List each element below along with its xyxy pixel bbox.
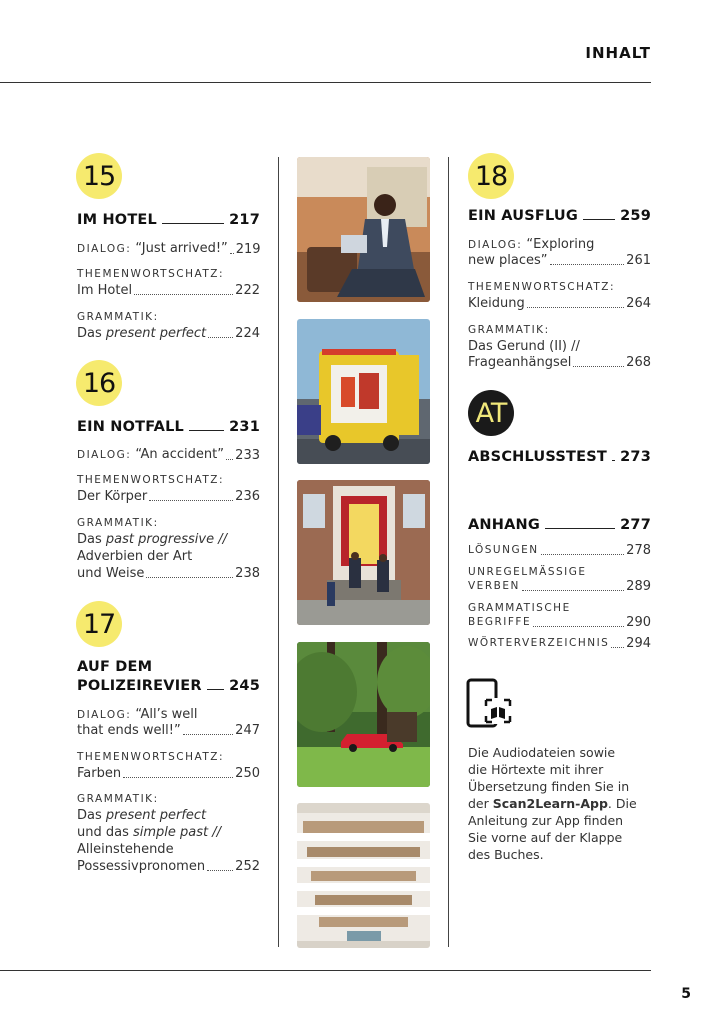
grammar-text: Possessivpronomen xyxy=(77,859,206,874)
vocab-title: Im Hotel xyxy=(77,283,133,298)
app-note-line: Sie vorne auf der Klappe xyxy=(468,830,623,845)
appendix-item-label-2: VERBEN xyxy=(468,580,520,592)
vocab-label: THEMENWORTSCHATZ: xyxy=(77,268,224,280)
grammar-text: Das xyxy=(77,808,106,823)
scan2learn-app-name: Scan2Learn-App xyxy=(492,796,608,811)
grammar-text-italic: simple past // xyxy=(133,825,222,840)
dialog-page: 233 xyxy=(235,448,260,463)
appendix-title-entry[interactable] xyxy=(468,517,651,533)
vocab-title: Farben xyxy=(77,766,122,781)
vocab-title: Der Körper xyxy=(77,489,148,504)
dialog-page: 261 xyxy=(626,253,651,268)
unit-18-page: 259 xyxy=(620,208,651,224)
park-red-car-photo xyxy=(297,642,430,787)
app-note xyxy=(468,744,658,863)
vocab-page: 222 xyxy=(235,283,260,298)
unit-16-page: 231 xyxy=(229,419,260,435)
unit-17-title-2: POLIZEIREVIER xyxy=(77,678,202,694)
grammar-text: Das xyxy=(77,326,106,341)
unit-17-title-entry[interactable] xyxy=(77,678,260,694)
final-test-badge: AT xyxy=(468,390,514,436)
grammar-label: GRAMMATIK: xyxy=(77,311,159,323)
appendix-item-loesungen[interactable] xyxy=(468,542,651,559)
app-note-line: Übersetzung finden Sie in xyxy=(468,779,630,794)
app-note-line: die Hörtexte mit ihrer xyxy=(468,762,604,777)
dialog-label: DIALOG: xyxy=(77,709,132,721)
unit-17-grammar-entry[interactable] xyxy=(77,858,260,875)
vocab-page: 264 xyxy=(626,296,651,311)
unit-18-vocab-entry[interactable] xyxy=(468,295,651,312)
grammar-line-3: Alleinstehende xyxy=(77,842,174,857)
dialog-title: “An accident” xyxy=(135,447,224,462)
unit-15-title: IM HOTEL xyxy=(77,212,157,228)
dialog-label: DIALOG: xyxy=(77,449,132,461)
unit-16-title: EIN NOTFALL xyxy=(77,419,184,435)
dialog-page: 219 xyxy=(235,242,261,257)
appendix-item-verben[interactable] xyxy=(468,578,651,595)
grammar-page: 252 xyxy=(235,859,260,874)
appendix-item-page: 278 xyxy=(626,543,651,558)
library-interior-photo xyxy=(297,803,430,948)
appendix-item-woerterverzeichnis[interactable] xyxy=(468,635,651,652)
unit-17-number-badge: 17 xyxy=(76,601,122,647)
grammar-page: 238 xyxy=(235,566,260,581)
unit-15-number-badge: 15 xyxy=(76,153,122,199)
unit-17-vocab-entry[interactable] xyxy=(77,765,260,782)
dialog-label: DIALOG: xyxy=(468,239,523,251)
unit-15-title-entry[interactable] xyxy=(77,212,260,228)
dialog-title: “All’s well xyxy=(135,707,198,722)
vocab-page: 250 xyxy=(235,766,260,781)
vocab-label: THEMENWORTSCHATZ: xyxy=(77,751,224,763)
grammar-line-1 xyxy=(77,807,206,824)
grammar-text-italic: present perfect xyxy=(105,808,207,823)
unit-16-number-badge: 16 xyxy=(76,360,122,406)
grammar-label: GRAMMATIK: xyxy=(77,793,159,805)
final-test-page: 273 xyxy=(620,449,651,465)
unit-17-title-line-1 xyxy=(77,659,260,675)
unit-17-title: AUF DEM xyxy=(77,659,153,675)
unit-17-dialog-entry[interactable] xyxy=(77,722,260,739)
grammar-label: GRAMMATIK: xyxy=(468,324,550,336)
grammar-line-2: Adverbien der Art xyxy=(77,549,193,564)
appendix-page: 277 xyxy=(620,517,651,533)
grammar-text: und Weise xyxy=(77,566,145,581)
dialog-title-2: new places” xyxy=(468,253,548,268)
vocab-label: THEMENWORTSCHATZ: xyxy=(468,281,615,293)
scan-app-phone-icon xyxy=(466,678,514,728)
appendix-item-label: GRAMMATISCHE xyxy=(468,602,571,614)
app-note-line: Die Audiodateien sowie xyxy=(468,745,616,760)
appendix-item-label: WÖRTERVERZEICHNIS xyxy=(468,637,610,649)
final-test-title: ABSCHLUSSTEST xyxy=(468,449,607,465)
final-test-entry[interactable] xyxy=(468,449,651,465)
app-note-line: des Buches. xyxy=(468,847,544,862)
grammar-line-1: Das Gerund (II) // xyxy=(468,339,580,354)
unit-16-title-entry[interactable] xyxy=(77,419,260,435)
unit-16-grammar-entry[interactable] xyxy=(77,565,260,582)
grammar-text: Frageanhängsel xyxy=(468,355,572,370)
dialog-title-2: that ends well!” xyxy=(77,723,181,738)
unit-15-vocab-entry[interactable] xyxy=(77,282,260,299)
dialog-title: “Exploring xyxy=(526,237,595,252)
dialog-label: DIALOG: xyxy=(77,243,132,255)
ambulance-photo xyxy=(297,319,430,464)
unit-18-title: EIN AUSFLUG xyxy=(468,208,578,224)
grammar-line-1 xyxy=(77,531,227,548)
unit-16-vocab-entry[interactable] xyxy=(77,488,260,505)
unit-16-dialog-entry[interactable] xyxy=(77,446,260,464)
unit-15-dialog-entry[interactable] xyxy=(77,240,260,258)
column-divider-right xyxy=(448,157,449,947)
unit-18-title-entry[interactable] xyxy=(468,208,651,224)
grammar-page: 268 xyxy=(626,355,651,370)
app-note-text: . Die xyxy=(607,796,637,811)
unit-18-dialog-entry[interactable] xyxy=(468,252,651,269)
footer-rule xyxy=(0,970,651,971)
appendix-item-page: 294 xyxy=(626,636,651,651)
unit-15-grammar-entry[interactable] xyxy=(77,325,260,342)
grammar-label: GRAMMATIK: xyxy=(77,517,159,529)
appendix-item-page: 290 xyxy=(626,615,651,630)
column-divider-left xyxy=(278,157,279,947)
grammar-text: Das xyxy=(77,532,106,547)
grammar-line-2 xyxy=(77,824,221,841)
vocab-title: Kleidung xyxy=(468,296,525,311)
appendix-item-label: LÖSUNGEN xyxy=(468,544,539,556)
hotel-lobby-photo xyxy=(297,157,430,302)
appendix-item-label: UNREGELMÄSSIGE xyxy=(468,566,587,578)
unit-18-number-badge: 18 xyxy=(468,153,514,199)
dialog-page: 247 xyxy=(235,723,260,738)
app-note-line xyxy=(468,795,658,812)
grammar-page: 224 xyxy=(235,326,260,341)
appendix-item-page: 289 xyxy=(626,579,651,594)
unit-17-page: 245 xyxy=(229,678,260,694)
appendix-title: ANHANG xyxy=(468,517,540,533)
app-note-line: Anleitung zur App finden xyxy=(468,813,624,828)
police-station-photo xyxy=(297,480,430,625)
grammar-text-italic: present perfect xyxy=(105,326,207,341)
grammar-text: und das xyxy=(77,825,133,840)
grammar-text-italic: past progressive // xyxy=(105,532,227,547)
dialog-title: “Just arrived!” xyxy=(135,241,228,256)
section-title: INHALT xyxy=(585,44,651,62)
app-note-text: der xyxy=(468,796,493,811)
appendix-item-label-2: BEGRIFFE xyxy=(468,616,532,628)
header-rule xyxy=(0,82,651,83)
vocab-label: THEMENWORTSCHATZ: xyxy=(77,474,224,486)
unit-18-grammar-entry[interactable] xyxy=(468,354,651,371)
appendix-item-begriffe[interactable] xyxy=(468,614,651,631)
page-number: 5 xyxy=(681,986,691,1002)
unit-15-page: 217 xyxy=(229,212,260,228)
vocab-page: 236 xyxy=(235,489,260,504)
